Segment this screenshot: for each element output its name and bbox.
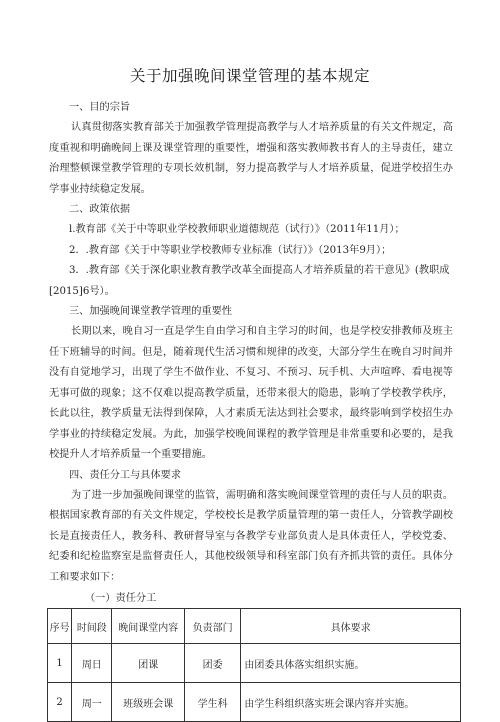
table-header-cell: 具体要求	[241, 609, 461, 644]
section-paragraph: 长期以来，晚自习一直是学生自由学习和自主学习的时间，也是学校安排教师及班主任下班辅导的时间。但是，随着现代生活习惯和规律的改变，大部分学生在晚自习时间并没有自觉地学习，出现了学生不做作业、不复习、不预习、玩手机、大声喧哗、看电视等无事可做的现象；这不仅难以提高教学质量，还带来很大的隐患，影响了学校教学秩序，长此以往，教学质量无法得到保障，人才素质无法达到社会要求，最终影响到学校招生办学事业的持续稳定发展。为此，加强学校晚间课程的教学管理是非常重要和必要的，是我校提升人才培养质量一个重要措施。	[49, 326, 453, 460]
section-paragraph: 为了进一步加强晚间课堂的监管，需明确和落实晚间课堂管理的责任与人员的职责。根据国家教育部的有关文件规定，学校校长是教学质量管理的第一责任人，分管教学副校长是直接责任人，教务科、教研督导室与各教学专业部负责人是具体责任人，学校党委、纪委和纪检监察室是监督责任人，其他校级领导和科室部门负有齐抓共管的责任。具体分工和要求如下：	[49, 489, 453, 583]
table-cell: 1	[48, 644, 72, 683]
table-row	[48, 644, 461, 683]
section-paragraph: 认真贯彻落实教育部关于加强教学管理提高教学与人才培养质量的有关文件规定，高度重视和明确晚间上课及课堂管理的重要性，增强和落实教师教书育人的主导责任，建立治理整顿课堂教学管理的专项长效机制，努力提高教学与人才培养质量，促进学校招生办学事业持续稳定发展。	[49, 122, 453, 195]
table-cell: 由团委具体落实组织实施。	[241, 644, 461, 683]
table-cell: 周一	[72, 683, 112, 722]
responsibility-table	[47, 608, 461, 722]
section-heading-purpose: 一、目的宗旨	[69, 102, 131, 113]
table-cell: 学生科	[184, 683, 240, 722]
policy-item: 2．.教育部《关于中等职业学校教师专业标准（试行）》（2013年9月）；	[69, 244, 392, 256]
table-cell: 由学生科组织落实班会课内容并实施。	[241, 683, 461, 722]
table-row	[48, 683, 461, 722]
table-header-cell: 负责部门	[184, 609, 240, 644]
policy-item: 3．.教育部《关于深化职业教育教学改革全面提高人才培养质量的若干意见》(教职成[2015]6号）。	[49, 265, 450, 297]
table-cell: 团委	[184, 644, 240, 683]
table-cell: 周日	[72, 644, 112, 683]
table-header-cell: 时间段	[72, 609, 112, 644]
table-header-cell: 晚间课堂内容	[112, 609, 185, 644]
table-header-cell: 序号	[48, 609, 72, 644]
subheading-division: （一）责任分工	[85, 593, 157, 604]
document-title: 关于加强晚间课堂管理的基本规定	[129, 67, 370, 85]
document-body	[49, 98, 453, 722]
section-heading-policy: 二、政策依据	[69, 204, 131, 215]
table-header-row	[48, 609, 461, 644]
section-heading-importance: 三、加强晚间课堂教学管理的重要性	[69, 306, 232, 317]
section-heading-responsibility: 四、责任分工与具体要求	[69, 469, 182, 481]
table-cell: 2	[48, 683, 72, 722]
table-cell: 班级班会课	[112, 683, 185, 722]
table-cell: 团课	[112, 644, 185, 683]
policy-item: l.教育部《关于中等职业学校教师职业道德规范（试行）》（2011年11月）；	[69, 224, 405, 235]
